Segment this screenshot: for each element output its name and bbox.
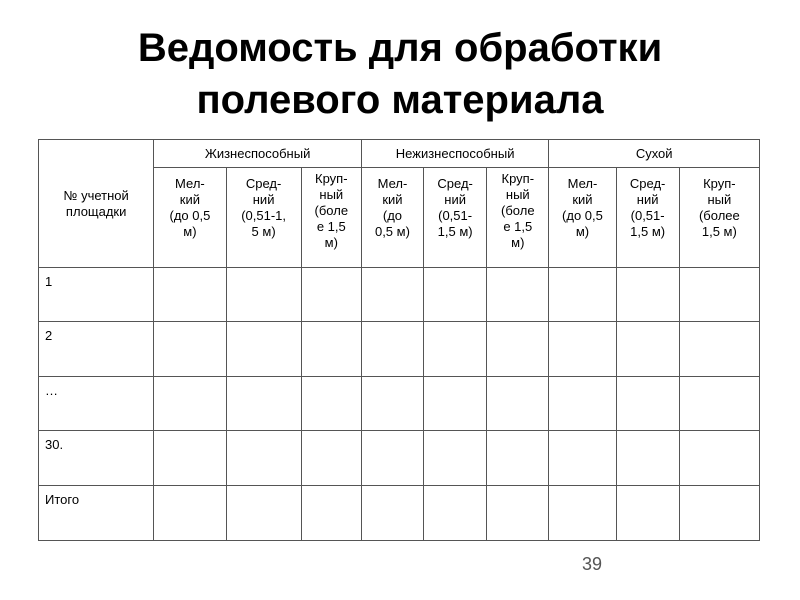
table-cell — [361, 322, 423, 377]
table-cell — [549, 268, 616, 322]
subheader-viable-medium: Сред- ний (0,51-1, 5 м) — [226, 168, 301, 268]
table-cell — [616, 486, 679, 541]
table-cell — [154, 431, 226, 486]
row-label: 2 — [39, 322, 154, 377]
table-cell — [679, 431, 759, 486]
table-cell — [361, 431, 423, 486]
table-cell — [226, 268, 301, 322]
table-cell — [679, 268, 759, 322]
table-cell — [549, 322, 616, 377]
table-cell — [424, 377, 487, 431]
group-header-viable: Жизнеспособный — [154, 140, 362, 168]
row-label-total: Итого — [39, 486, 154, 541]
table-cell — [154, 322, 226, 377]
field-data-table — [38, 139, 760, 541]
table-cell — [487, 322, 549, 377]
table-cell — [226, 377, 301, 431]
table-cell — [301, 268, 361, 322]
table-cell — [361, 377, 423, 431]
table-cell — [487, 486, 549, 541]
table-cell — [226, 322, 301, 377]
table-cell — [679, 322, 759, 377]
table-cell — [424, 268, 487, 322]
table-cell — [301, 431, 361, 486]
table-cell — [361, 268, 423, 322]
table-cell — [301, 486, 361, 541]
table-cell — [301, 377, 361, 431]
table-cell — [424, 322, 487, 377]
page-title — [0, 22, 800, 126]
subheader-viable-small: Мел- кий (до 0,5 м) — [154, 168, 226, 268]
table-cell — [487, 268, 549, 322]
table-cell — [679, 377, 759, 431]
subheader-dry-medium: Сред- ний (0,51- 1,5 м) — [616, 168, 679, 268]
row-label: 1 — [39, 268, 154, 322]
table-cell — [301, 322, 361, 377]
table-row — [39, 268, 760, 322]
row-label: … — [39, 377, 154, 431]
table-cell — [424, 486, 487, 541]
page-number: 39 — [581, 554, 603, 574]
table-cell — [424, 431, 487, 486]
table-row-total — [39, 486, 760, 541]
table-row — [39, 377, 760, 431]
table-cell — [154, 377, 226, 431]
table-cell — [616, 377, 679, 431]
table-cell — [679, 486, 759, 541]
table-cell — [549, 486, 616, 541]
title-line-2: полевого материала — [196, 78, 604, 122]
subheader-nonviable-large: Круп- ный (боле е 1,5 м) — [487, 168, 549, 268]
table-row — [39, 431, 760, 486]
row-label: 30. — [39, 431, 154, 486]
subheader-nonviable-medium: Сред- ний (0,51- 1,5 м) — [424, 168, 487, 268]
table-cell — [226, 486, 301, 541]
subheader-nonviable-small: Мел- кий (до 0,5 м) — [361, 168, 423, 268]
table-cell — [226, 431, 301, 486]
title-line-1: Ведомость для обработки — [137, 26, 663, 70]
header-plot-number: № учетной площадки — [39, 140, 154, 268]
subheader-dry-small: Мел- кий (до 0,5 м) — [549, 168, 616, 268]
table-cell — [616, 322, 679, 377]
subheader-viable-large: Круп- ный (боле е 1,5 м) — [301, 168, 361, 268]
subheader-dry-large: Круп- ный (более 1,5 м) — [679, 168, 759, 268]
table-cell — [549, 431, 616, 486]
table-row — [39, 322, 760, 377]
group-header-nonviable: Нежизнеспособный — [361, 140, 549, 168]
group-header-dry: Сухой — [549, 140, 760, 168]
table-cell — [487, 431, 549, 486]
table-cell — [154, 486, 226, 541]
table-cell — [616, 268, 679, 322]
table-cell — [154, 268, 226, 322]
table-cell — [361, 486, 423, 541]
table-cell — [487, 377, 549, 431]
table-cell — [549, 377, 616, 431]
table-cell — [616, 431, 679, 486]
